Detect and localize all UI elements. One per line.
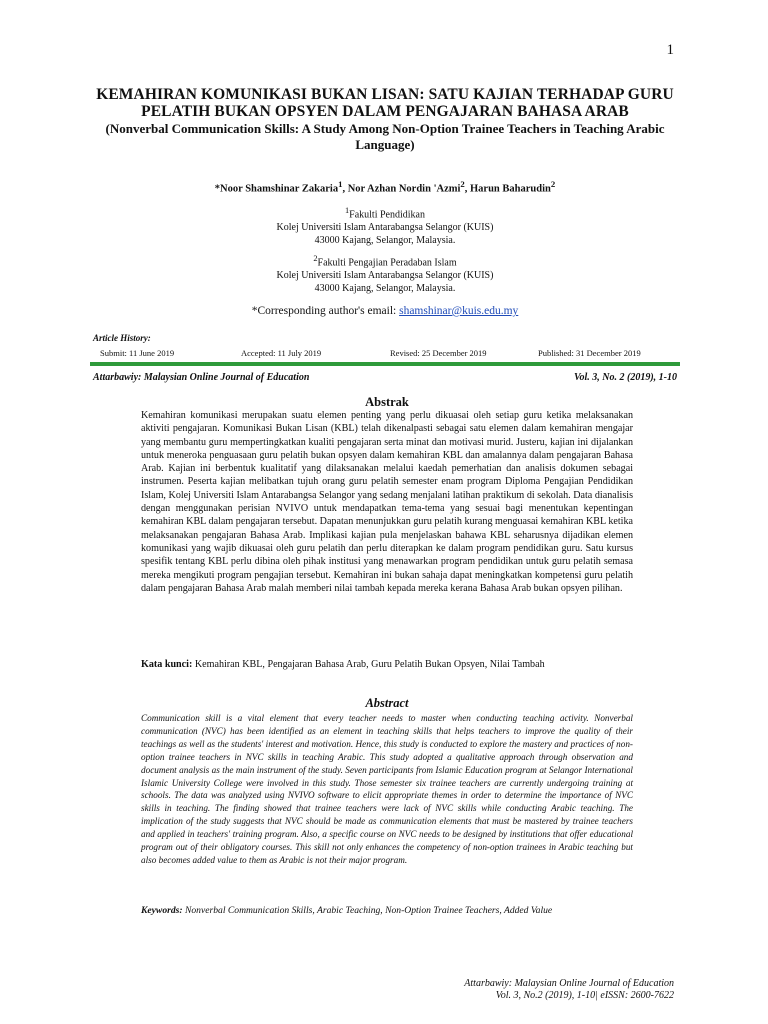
affiliation-1 <box>90 204 680 247</box>
affiliation-2-address: 43000 Kajang, Selangor, Malaysia. <box>314 283 456 295</box>
header-rule <box>90 362 680 366</box>
abstract-keywords <box>141 904 637 917</box>
author-list <box>90 179 680 195</box>
title-malay-line2: PELATIH BUKAN OPSYEN DALAM PENGAJARAN BAHASA ARAB <box>141 103 629 120</box>
affiliation-1-dept: Fakulti Pendidikan <box>349 209 425 221</box>
affiliation-2 <box>90 252 680 295</box>
title-english: (Nonverbal Communication Skills: A Study Among Non-Option Trainee Teachers in Teaching Arabic Language) <box>105 121 665 152</box>
abstrak-keywords-label: Kata kunci: <box>141 659 193 670</box>
submit-date: Submit: 11 June 2019 <box>100 348 175 358</box>
corresponding-email-link[interactable]: shamshinar@kuis.edu.my <box>399 305 519 317</box>
abstrak-keywords <box>141 658 633 671</box>
article-history-label: Article History: <box>93 333 151 343</box>
abstract-heading: Abstract <box>365 696 409 710</box>
article-history-dates <box>100 348 665 360</box>
author-3: Harun Baharudin <box>470 183 551 195</box>
abstrak-keywords-text: Kemahiran KBL, Pengajaran Bahasa Arab, Guru Pelatih Bukan Opsyen, Nilai Tambah <box>192 659 545 670</box>
author-3-affiliation-mark: 2 <box>550 179 556 189</box>
published-date: Published: 31 December 2019 <box>538 348 641 358</box>
affiliation-1-mark: 1 <box>344 206 350 215</box>
abstrak-body: Kemahiran komunikasi merupakan suatu elemen penting yang perlu dikuasai oleh setiap guru ketika melaksanakan aktiviti pengajaran. Komunikasi Bukan Lisan (KBL) telah dikenalpasti sebagai satu elemen dalam kemahiran mengajar yang membantu guru mempertingkatkan kualiti pengajaran serta minat dan motivasi murid. Justeru, kajian ini dijalankan untuk meneroka penguasaan guru pelatih bukan opsyen dalam kemahiran KBL dan amalannya dalam pengajaran Bahasa Arab. Kajian ini berbentuk kualitatif yang dilaksanakan melalui kaedah pemerhatian dan analisis dokumen sebagai instrumen. Peserta kajian melibatkan tujuh orang guru pelatih semester enam program Diploma Pengajian Pendidikan Islam, Kolej Universiti Islam Antarabangsa Selangor yang sedang menjalani latihan praktikum di sekolah. Data dianalisis dengan menggunakan perisian NVIVO untuk mendapatkan tema-tema yang sesuai bagi menentukan kepentingan kemahiran KBL dalam pengajaran tersebut. Dapatan menunjukkan guru pelatih kurang menguasai kemahiran KBL ketika melaksanakan pengajaran Bahasa Arab. Implikasi kajian pula menjelaskan bahawa KBL seharusnya dijadikan elemen komunikasi yang wajib dikuasai oleh guru pelatih dan perlu diterapkan ke dalam program pendidikan guru. Satu kursus spesifik tentang KBL perlu dibina oleh pihak institusi yang menawarkan program pendidikan untuk guru pelatih semasa mereka mengikuti program pengajian tersebut. Kemahiran ini bukan sahaja dapat meningkatkan kompetensi guru pelatih dalam pengajaran Bahasa Arab malah memberi nilai tambah kepada mereka kerana Bahasa Arab bukan opsyen pilihan. <box>141 410 633 594</box>
author-1: *Noor Shamshinar Zakaria <box>214 183 339 195</box>
affiliation-2-dept: Fakulti Pengajian Peradaban Islam <box>317 257 457 269</box>
abstract-keywords-label: Keywords: <box>141 905 183 916</box>
footer-journal-name: Attarbawiy: Malaysian Online Journal of Education <box>464 978 674 989</box>
footer-volume-issn: Vol. 3, No.2 (2019), 1-10| eISSN: 2600-7622 <box>495 990 674 1001</box>
author-2-affiliation-mark: 2 <box>460 179 465 189</box>
author-separator: , <box>464 183 471 195</box>
page-number: 1 <box>666 42 674 58</box>
abstrak-heading: Abstrak <box>365 395 409 409</box>
journal-name: Attarbawiy: Malaysian Online Journal of Education <box>93 372 310 383</box>
abstract-body: Communication skill is a vital element that every teacher needs to master when conducting teaching activity. Nonverbal communication (NVC) has been identified as an element in teaching skills that helps teachers to improve the quality of their teachings as well as the students' interest and motivation. Hence, this study is conducted to explore the mastery and practices of non-option trainee teachers in NVC skills in teaching Arabic. This study adopted a qualitative approach through observation and document analysis as the main instrument of the study. Seven participants from Islamic Education program at Selangor International Islamic University College were involved in this study. Those semester six trainee teachers are currently undergoing training at schools. The data was analyzed using NVIVO software to elicit appropriate themes in order to determine the importance of NVC skills in teaching. The finding showed that trainee teachers were lack of NVC skills while conducting Arabic teaching. The implication of the study suggests that NVC should be made as communication elements that must be mastered by trainee teachers and applied in teachers' training program. Also, a specific course on NVC needs to be designed by institutions that offer educational program out of their obligatory courses. This skill not only enhances the competency of non-option trainees in Arabic teaching but also becomes added value to them as Arabic is not their major program. <box>141 713 633 865</box>
author-separator: , <box>342 183 348 195</box>
title-malay-line1: KEMAHIRAN KOMUNIKASI BUKAN LISAN: SATU KAJIAN TERHADAP GURU <box>96 86 674 103</box>
author-2: Nor Azhan Nordin 'Azmi <box>347 183 461 195</box>
revised-date: Revised: 25 December 2019 <box>390 348 487 358</box>
affiliation-2-mark: 2 <box>313 254 318 263</box>
corresponding-label: *Corresponding author's email: <box>251 305 400 317</box>
affiliation-2-institution: Kolej Universiti Islam Antarabangsa Selangor (KUIS) <box>276 270 494 282</box>
title-block <box>90 86 680 153</box>
journal-volume: Vol. 3, No. 2 (2019), 1-10 <box>573 372 677 383</box>
affiliation-1-institution: Kolej Universiti Islam Antarabangsa Selangor (KUIS) <box>276 222 494 234</box>
corresponding-author <box>90 305 680 317</box>
accepted-date: Accepted: 11 July 2019 <box>241 348 322 358</box>
page-footer <box>464 978 674 1002</box>
author-1-affiliation-mark: 1 <box>338 179 343 189</box>
abstract-keywords-text: Nonverbal Communication Skills, Arabic Teaching, Non-Option Trainee Teachers, Added Value <box>182 905 553 916</box>
affiliation-1-address: 43000 Kajang, Selangor, Malaysia. <box>314 235 456 247</box>
